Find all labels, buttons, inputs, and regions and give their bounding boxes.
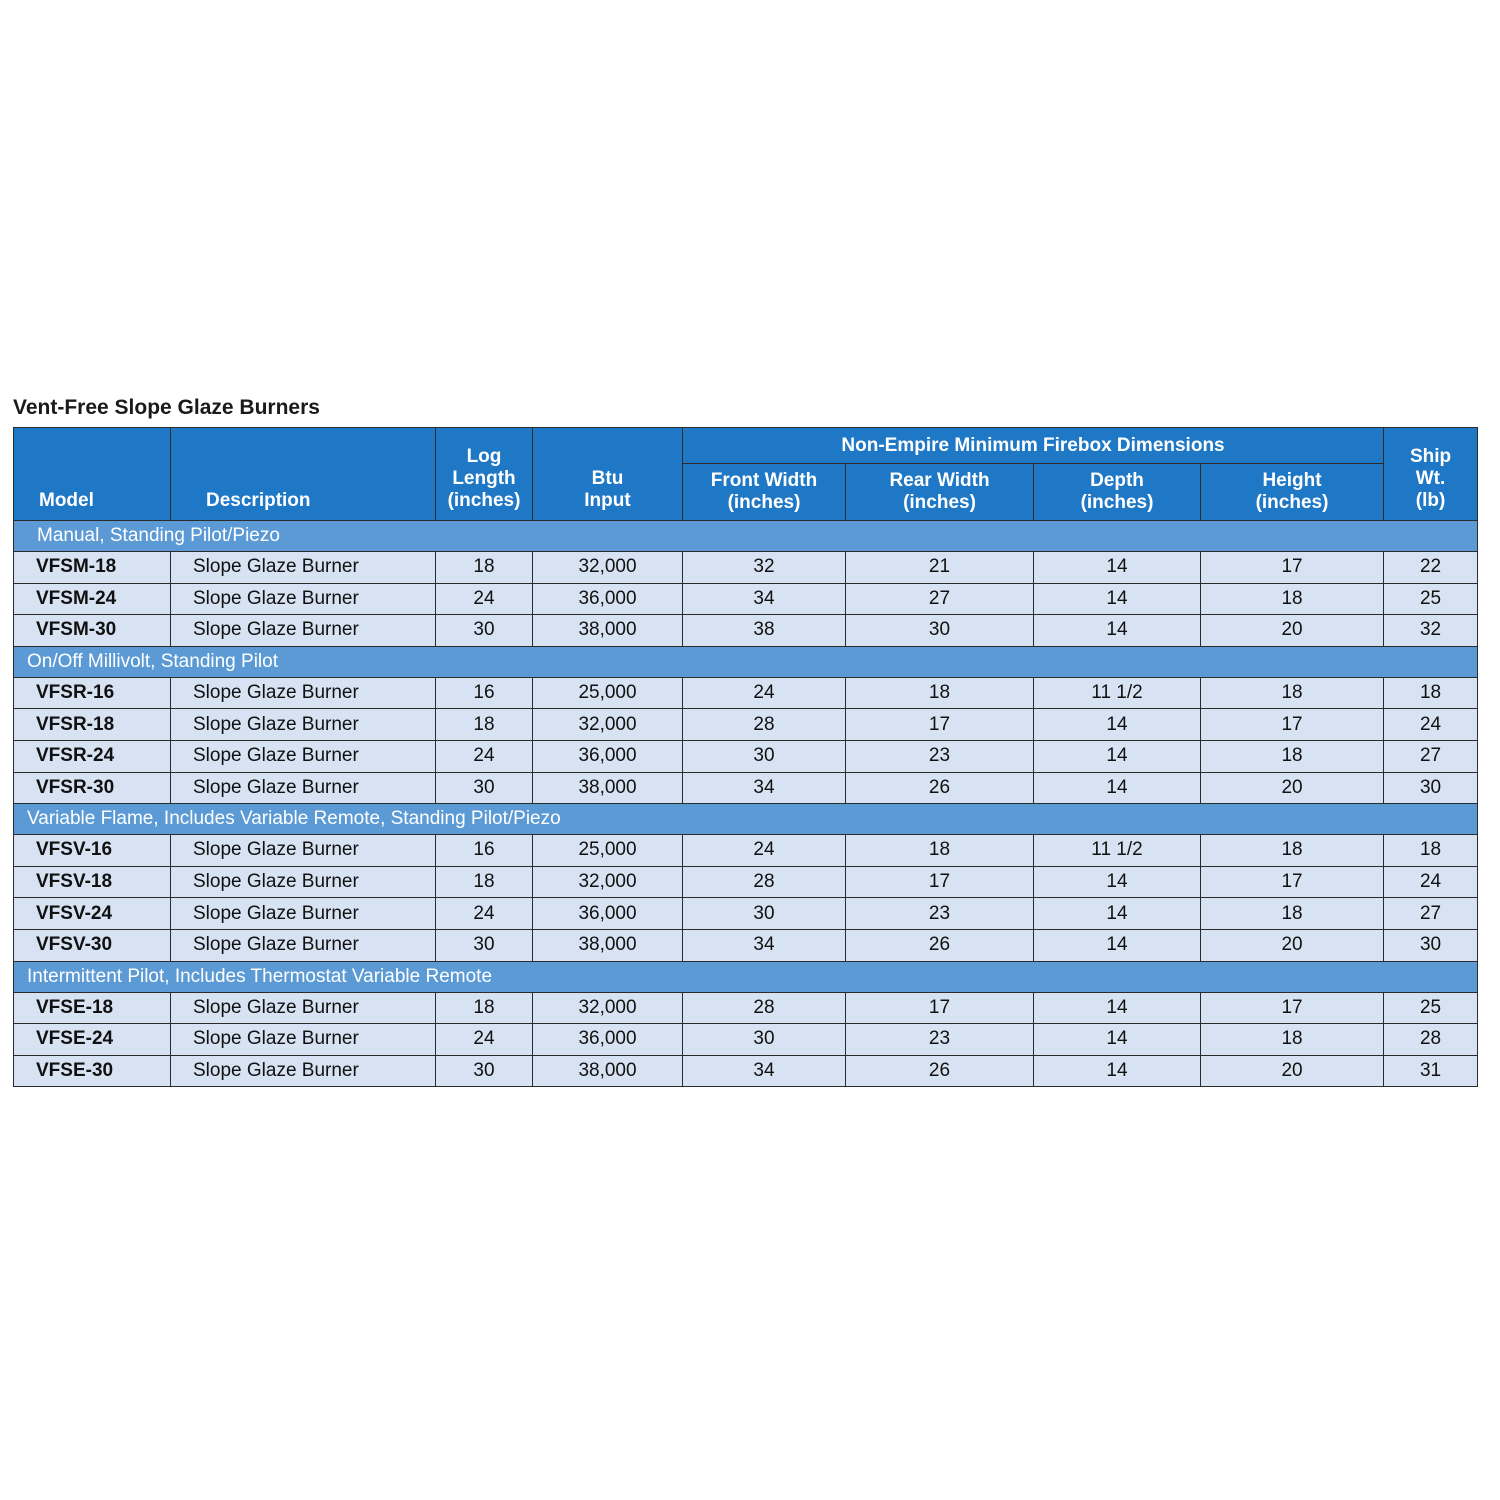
log-length-cell: 30 (436, 929, 533, 961)
btu-input-cell: 32,000 (533, 709, 683, 741)
model-cell: VFSR-24 (14, 740, 171, 772)
btu-input-cell: 36,000 (533, 1024, 683, 1056)
log-length-cell: 24 (436, 1024, 533, 1056)
log-length-cell: 24 (436, 583, 533, 615)
table-row (14, 615, 1478, 647)
group-label: On/Off Millivolt, Standing Pilot (14, 646, 1478, 677)
depth-cell: 14 (1034, 552, 1201, 584)
description-cell: Slope Glaze Burner (171, 615, 436, 647)
header-front-width-line1: Front Width (710, 470, 818, 491)
height-cell: 18 (1201, 1024, 1384, 1056)
header-btu-input-line2: Input (584, 490, 631, 511)
btu-input-cell: 38,000 (533, 615, 683, 647)
btu-input-cell: 36,000 (533, 898, 683, 930)
model-cell: VFSM-30 (14, 615, 171, 647)
header-front-width (683, 464, 846, 521)
header-log-length-line1: Log (466, 446, 502, 467)
table-body (14, 521, 1478, 1087)
table-row (14, 740, 1478, 772)
model-cell: VFSV-24 (14, 898, 171, 930)
header-height-line2: (inches) (1255, 492, 1329, 513)
depth-cell: 14 (1034, 615, 1201, 647)
rear-width-cell: 17 (846, 709, 1034, 741)
model-cell: VFSM-24 (14, 583, 171, 615)
height-cell: 17 (1201, 709, 1384, 741)
rear-width-cell: 23 (846, 740, 1034, 772)
front-width-cell: 24 (683, 677, 846, 709)
header-firebox-dimensions: Non-Empire Minimum Firebox Dimensions (683, 428, 1384, 464)
description-cell: Slope Glaze Burner (171, 1024, 436, 1056)
btu-input-cell: 32,000 (533, 866, 683, 898)
front-width-cell: 28 (683, 866, 846, 898)
depth-cell: 11 1/2 (1034, 835, 1201, 867)
model-cell: VFSV-18 (14, 866, 171, 898)
group-header-row (14, 961, 1478, 992)
description-cell: Slope Glaze Burner (171, 929, 436, 961)
description-cell: Slope Glaze Burner (171, 1055, 436, 1087)
header-front-width-line2: (inches) (727, 492, 801, 513)
table-row (14, 929, 1478, 961)
height-cell: 17 (1201, 552, 1384, 584)
ship-weight-cell: 32 (1384, 615, 1478, 647)
log-length-cell: 30 (436, 772, 533, 804)
group-label: Intermittent Pilot, Includes Thermostat Variable Remote (14, 961, 1478, 992)
model-cell: VFSE-30 (14, 1055, 171, 1087)
depth-cell: 14 (1034, 1024, 1201, 1056)
group-header-row (14, 646, 1478, 677)
description-cell: Slope Glaze Burner (171, 898, 436, 930)
height-cell: 18 (1201, 835, 1384, 867)
ship-weight-cell: 25 (1384, 583, 1478, 615)
btu-input-cell: 32,000 (533, 992, 683, 1024)
front-width-cell: 28 (683, 992, 846, 1024)
table-row (14, 677, 1478, 709)
group-label: Manual, Standing Pilot/Piezo (14, 521, 1478, 552)
front-width-cell: 34 (683, 929, 846, 961)
height-cell: 18 (1201, 677, 1384, 709)
table-row (14, 866, 1478, 898)
front-width-cell: 34 (683, 772, 846, 804)
log-length-cell: 18 (436, 552, 533, 584)
ship-weight-cell: 24 (1384, 709, 1478, 741)
depth-cell: 14 (1034, 898, 1201, 930)
model-cell: VFSE-24 (14, 1024, 171, 1056)
rear-width-cell: 23 (846, 1024, 1034, 1056)
header-rear-width-line2: (inches) (903, 492, 976, 513)
depth-cell: 14 (1034, 583, 1201, 615)
front-width-cell: 38 (683, 615, 846, 647)
table-row (14, 709, 1478, 741)
depth-cell: 14 (1034, 772, 1201, 804)
height-cell: 17 (1201, 866, 1384, 898)
height-cell: 17 (1201, 992, 1384, 1024)
group-header-row (14, 521, 1478, 552)
header-ship-weight (1384, 428, 1478, 521)
ship-weight-cell: 24 (1384, 866, 1478, 898)
height-cell: 20 (1201, 1055, 1384, 1087)
header-ship-weight-line2: Wt. (1415, 468, 1446, 489)
header-height-line1: Height (1262, 470, 1322, 491)
header-ship-weight-line1: Ship (1409, 446, 1452, 467)
group-header-row (14, 804, 1478, 835)
btu-input-cell: 36,000 (533, 740, 683, 772)
header-btu-input-line1: Btu (591, 468, 624, 489)
log-length-cell: 18 (436, 992, 533, 1024)
height-cell: 18 (1201, 583, 1384, 615)
ship-weight-cell: 30 (1384, 929, 1478, 961)
header-log-length (436, 428, 533, 521)
header-ship-weight-line3: (lb) (1415, 490, 1446, 511)
log-length-cell: 24 (436, 740, 533, 772)
front-width-cell: 34 (683, 1055, 846, 1087)
front-width-cell: 34 (683, 583, 846, 615)
log-length-cell: 30 (436, 615, 533, 647)
description-cell: Slope Glaze Burner (171, 866, 436, 898)
ship-weight-cell: 27 (1384, 898, 1478, 930)
height-cell: 18 (1201, 898, 1384, 930)
rear-width-cell: 26 (846, 1055, 1034, 1087)
table-row (14, 1055, 1478, 1087)
table-header (14, 428, 1478, 521)
description-cell: Slope Glaze Burner (171, 677, 436, 709)
depth-cell: 14 (1034, 1055, 1201, 1087)
depth-cell: 14 (1034, 929, 1201, 961)
description-cell: Slope Glaze Burner (171, 772, 436, 804)
btu-input-cell: 38,000 (533, 772, 683, 804)
log-length-cell: 18 (436, 866, 533, 898)
table-title: Vent-Free Slope Glaze Burners (13, 396, 320, 419)
rear-width-cell: 27 (846, 583, 1034, 615)
group-label: Variable Flame, Includes Variable Remote, Standing Pilot/Piezo (14, 804, 1478, 835)
burner-spec-table (13, 427, 1478, 1087)
table-row (14, 898, 1478, 930)
log-length-cell: 16 (436, 677, 533, 709)
depth-cell: 14 (1034, 992, 1201, 1024)
rear-width-cell: 17 (846, 992, 1034, 1024)
ship-weight-cell: 18 (1384, 677, 1478, 709)
height-cell: 20 (1201, 929, 1384, 961)
rear-width-cell: 18 (846, 677, 1034, 709)
depth-cell: 14 (1034, 709, 1201, 741)
ship-weight-cell: 22 (1384, 552, 1478, 584)
front-width-cell: 24 (683, 835, 846, 867)
btu-input-cell: 25,000 (533, 835, 683, 867)
log-length-cell: 24 (436, 898, 533, 930)
btu-input-cell: 38,000 (533, 929, 683, 961)
rear-width-cell: 18 (846, 835, 1034, 867)
rear-width-cell: 23 (846, 898, 1034, 930)
model-cell: VFSV-30 (14, 929, 171, 961)
btu-input-cell: 32,000 (533, 552, 683, 584)
depth-cell: 11 1/2 (1034, 677, 1201, 709)
log-length-cell: 16 (436, 835, 533, 867)
model-cell: VFSR-30 (14, 772, 171, 804)
header-btu-input (533, 428, 683, 521)
log-length-cell: 30 (436, 1055, 533, 1087)
description-cell: Slope Glaze Burner (171, 552, 436, 584)
rear-width-cell: 17 (846, 866, 1034, 898)
table-row (14, 992, 1478, 1024)
description-cell: Slope Glaze Burner (171, 740, 436, 772)
ship-weight-cell: 28 (1384, 1024, 1478, 1056)
header-log-length-line3: (inches) (447, 490, 521, 511)
table-row (14, 1024, 1478, 1056)
description-cell: Slope Glaze Burner (171, 835, 436, 867)
table-row (14, 583, 1478, 615)
log-length-cell: 18 (436, 709, 533, 741)
front-width-cell: 32 (683, 552, 846, 584)
header-rear-width (846, 464, 1034, 521)
model-cell: VFSV-16 (14, 835, 171, 867)
rear-width-cell: 26 (846, 772, 1034, 804)
header-depth (1034, 464, 1201, 521)
header-rear-width-line1: Rear Width (889, 470, 990, 491)
table-row (14, 552, 1478, 584)
btu-input-cell: 38,000 (533, 1055, 683, 1087)
ship-weight-cell: 27 (1384, 740, 1478, 772)
header-depth-line2: (inches) (1080, 492, 1154, 513)
height-cell: 18 (1201, 740, 1384, 772)
description-cell: Slope Glaze Burner (171, 992, 436, 1024)
model-cell: VFSM-18 (14, 552, 171, 584)
rear-width-cell: 30 (846, 615, 1034, 647)
model-cell: VFSR-18 (14, 709, 171, 741)
header-model: Model (14, 428, 171, 521)
depth-cell: 14 (1034, 866, 1201, 898)
model-cell: VFSE-18 (14, 992, 171, 1024)
table-row (14, 835, 1478, 867)
ship-weight-cell: 30 (1384, 772, 1478, 804)
ship-weight-cell: 25 (1384, 992, 1478, 1024)
front-width-cell: 30 (683, 1024, 846, 1056)
rear-width-cell: 26 (846, 929, 1034, 961)
header-depth-line1: Depth (1090, 470, 1144, 491)
height-cell: 20 (1201, 615, 1384, 647)
rear-width-cell: 21 (846, 552, 1034, 584)
front-width-cell: 30 (683, 898, 846, 930)
ship-weight-cell: 31 (1384, 1055, 1478, 1087)
header-log-length-line2: Length (452, 468, 516, 489)
header-description: Description (171, 428, 436, 521)
btu-input-cell: 36,000 (533, 583, 683, 615)
description-cell: Slope Glaze Burner (171, 709, 436, 741)
ship-weight-cell: 18 (1384, 835, 1478, 867)
model-cell: VFSR-16 (14, 677, 171, 709)
header-height (1201, 464, 1384, 521)
height-cell: 20 (1201, 772, 1384, 804)
btu-input-cell: 25,000 (533, 677, 683, 709)
table-row (14, 772, 1478, 804)
front-width-cell: 28 (683, 709, 846, 741)
front-width-cell: 30 (683, 740, 846, 772)
depth-cell: 14 (1034, 740, 1201, 772)
description-cell: Slope Glaze Burner (171, 583, 436, 615)
